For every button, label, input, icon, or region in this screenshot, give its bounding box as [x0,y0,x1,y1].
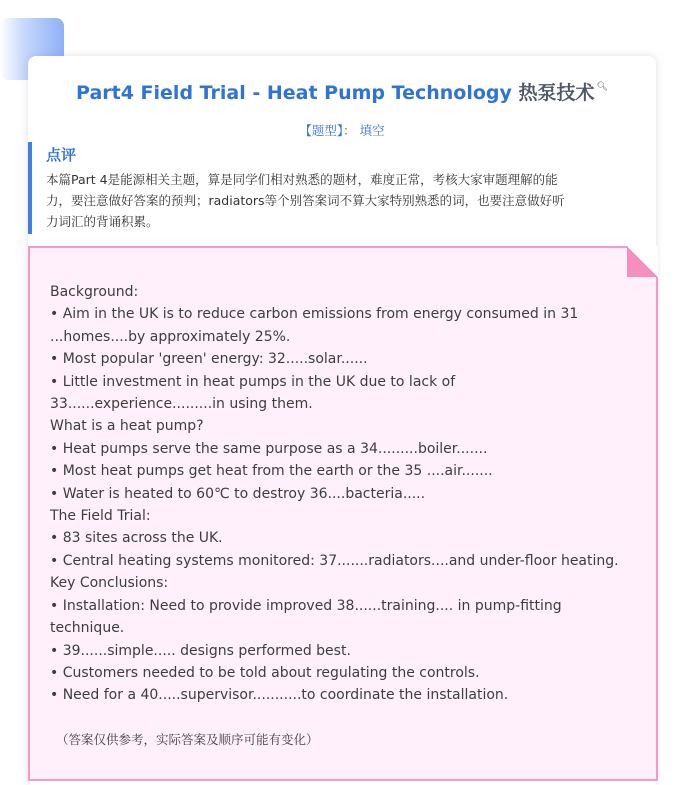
answer-line: 33......experience.........in using them. [50,396,313,413]
answer-line: • Most popular 'green' energy: 32.....solar...... [50,351,368,368]
comment-section [28,142,654,234]
comment-body [46,169,654,232]
answer-line: • Need for a 40.....supervisor...........to coordinate the installation. [50,687,509,704]
folded-corner [627,246,658,277]
section-heading-background: Background: [50,284,139,300]
answer-list [50,281,640,707]
comment-line: 本篇Part 4是能源相关主题，算是同学们相对熟悉的题材，难度正常，考核大家审题理解的能 [46,172,558,187]
answer-line: • Heat pumps serve the same purpose as a 34.........boiler....... [50,440,488,457]
answer-disclaimer: （答案仅供参考，实际答案及顺序可能有变化） [56,732,319,747]
answer-line: • Water is heated to 60℃ to destroy 36....bacteria..... [50,485,426,502]
answer-line: • Central heating systems monitored: 37.......radiators....and under-floor heating. [50,552,619,569]
answer-line: • 39......simple..... designs performed best. [50,642,351,659]
question-type: 【题型】： 填空 [299,123,385,138]
answer-line: technique. [50,620,125,637]
answer-line: • 83 sites across the UK. [50,530,223,547]
section-heading-key-conclusions: Key Conclusions: [50,575,169,592]
section-heading-field-trial: The Field Trial: [50,508,151,525]
search-icon[interactable]: 🔍︎ [596,82,608,92]
comment-line: 力词汇的背诵积累。 [46,214,159,229]
article-card [28,56,656,785]
title-english: Part4 Field Trial - Heat Pump Technology [76,82,512,104]
section-heading-heat-pump: What is a heat pump? [50,418,204,435]
title-chinese: 热泵技术 [518,82,595,104]
page-title [28,78,656,105]
comment-heading: 点评 [46,146,77,164]
answer-box [28,246,658,781]
answer-line: • Most heat pumps get heat from the earth or the 35 ....air....... [50,463,493,480]
answer-line: • Little investment in heat pumps in the UK due to lack of [50,373,456,390]
answer-line: • Customers needed to be told about regulating the controls. [50,664,480,681]
answer-line: ...homes....by approximately 25%. [50,328,291,345]
answer-line: • Installation: Need to provide improved 38......training.... in pump-fitting [50,597,562,614]
comment-line: 力，要注意做好答案的预判；radiators等个别答案词不算大家特别熟悉的词，也要注意做好听 [46,193,565,208]
answer-line: • Aim in the UK is to reduce carbon emissions from energy consumed in 31 [50,306,579,323]
